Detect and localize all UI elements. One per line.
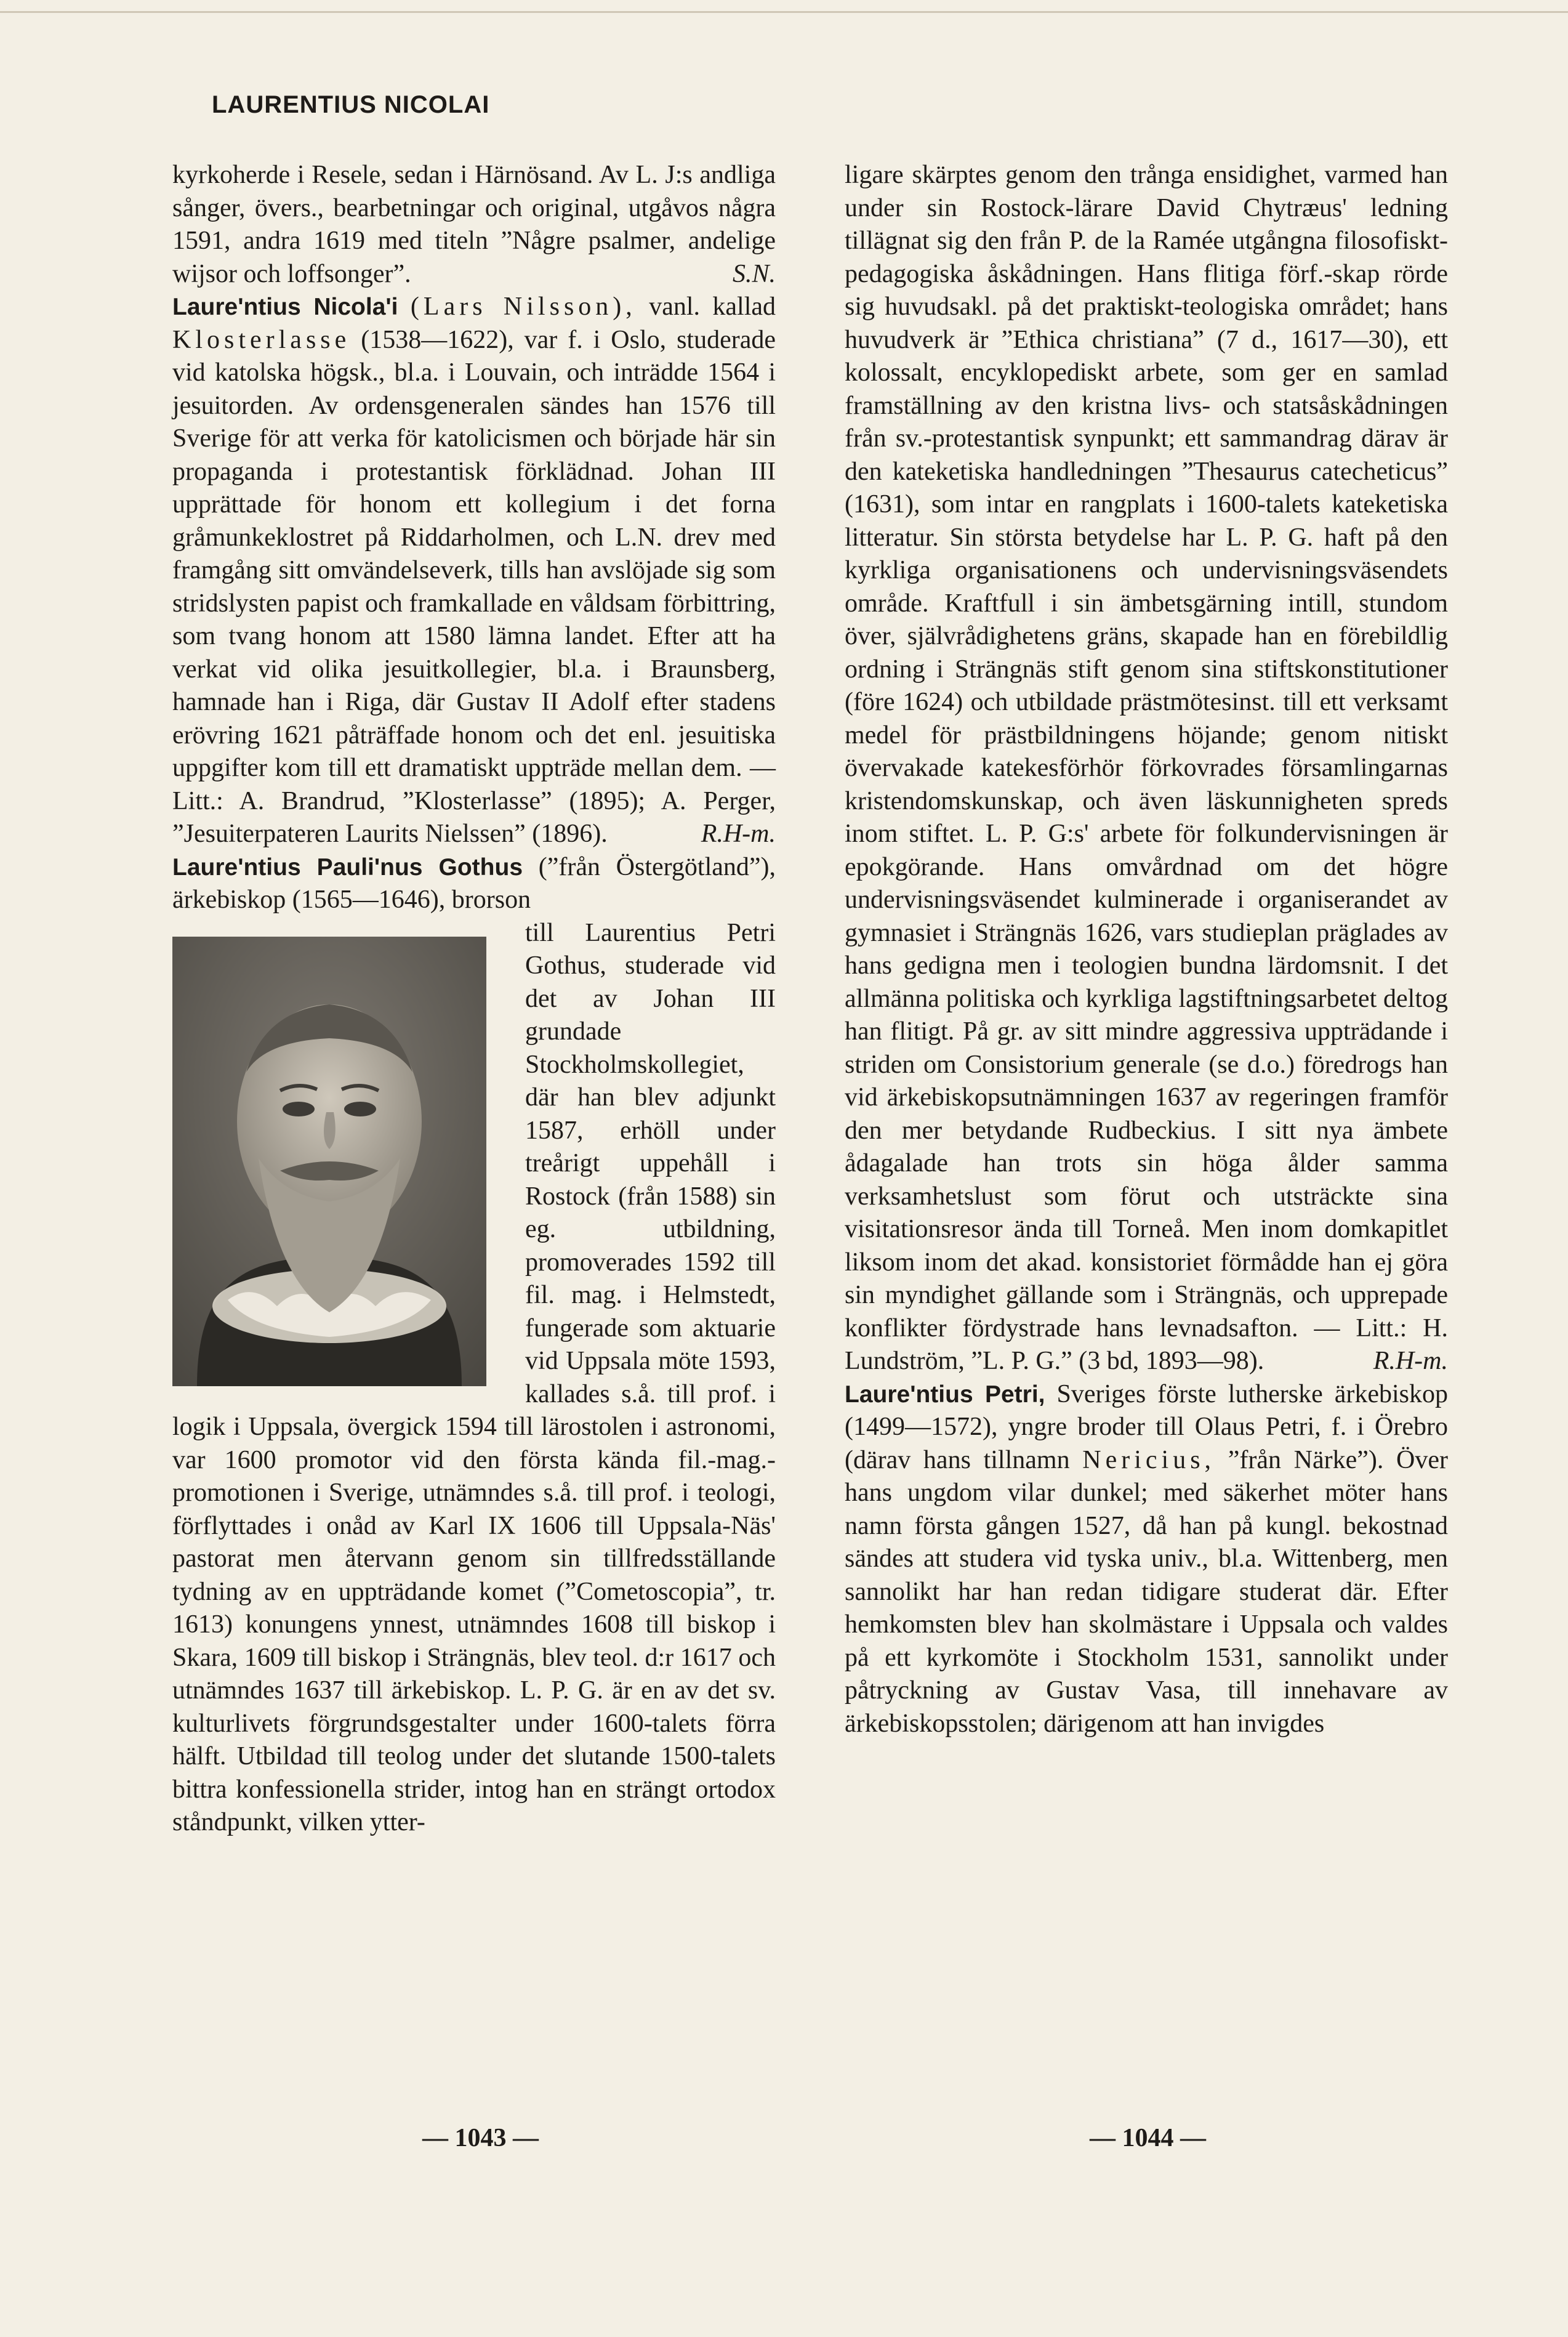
entry-text: ligare skärptes genom den trånga ensidighet, varmed han under sin Rostock-lärare David Chytræus' ledning tillägnat sig den från P. de la Ramée utgångna filosofiskt-pedagogiska åskådningen. Hans flitiga förf.-skap rörde sig huvudsakl. på det praktiskt-teologiska området; hans huvudverk är ”Ethica christiana” (7 d., 1617—30), ett kolossalt, encyklopediskt arbete, som ger en samlad framställning av den kristna livs- och statsåskådningen från sv.-protestantisk synpunkt; ett sammandrag därav är den kateketiska handledningen ”Thesaurus catecheticus” (1631), som intar en rangplats i 1600-talets kateketiska litteratur. Sin största betydelse har L. P. G. haft på den kyrkliga organisationens och undervisningsväsendets område. Kraftfull i sin ämbetsgärning intill, stundom över, självrådighetens gräns, skapade han en förebildlig ordning i Strängnäs stift genom sina stiftskonstitutioner (före 1624) och utbildade prästmötesinst. till ett verksamt medel för prästbildningens höjande; genom nitiskt övervakade katekesförhör förkovrades församlingarnas kristendomskunskap, och även läskunnigheten spreds inom stiftet. L. P. G:s' arbete för folkundervisningen är epokgörande. Hans omvårdnad om det högre undervisningsväsendet kulminerade i organiserandet av gymnasiet i Strängnäs 1626, vars studieplan präglades av hans gedigna men i teologien bundna lärdomsnit. I det allmänna politiska och kyrkliga lagstiftningsarbetet deltog han flitigt. På gr. av sitt mindre aggressiva uppträdande i striden om Consistorium generale (se d.o.) föredrogs han vid ärkebiskopsutnämningen 1637 av regeringen framför den mer betydande Rudbeckius. I sitt nya ämbete ådagalade han trots sin höga ålder samma verksamhetslust som förut och utsträckte sina visitationsresor ända till Torneå. Men inom domkapitlet liksom inom det akad. konsistoriet förmådde han ej göra sin myndighet gällande som i Strängnäs, och upprepade konflikter fördystrade hans levnadsafton. — Litt.: H. Lundström, ”L. P. G.” (3 bd, 1893—98). (845, 161, 1448, 1375)
paragraph (172, 159, 776, 291)
entry-text: ”från Närke”). Över hans ungdom vilar dunkel; med säkerhet möter hans namn första gången 1527, då han på kungl. bekostnad sändes att studera vid tyska univ., bl.a. Wittenberg, men sannolikt har han redan tidigare studerat där. Efter hemkomsten blev han skolmästare i Uppsala och valdes på ett kyrkomöte i Stockholm 1531, sannolikt under påtryckning av Gustav Vasa, till innehavare av ärkebiskopsstolen; därigenom att han invigdes (845, 1445, 1449, 1738)
entry-name: (Lars Nilsson), (410, 293, 637, 321)
author-signature: S.N. (732, 259, 776, 288)
entry-laurentius-paulinus-gothus (172, 851, 776, 917)
entry-text: (1538—1622), var f. i Oslo, studerade vid katolska högsk., bl.a. i Louvain, och inträdde 1564 i jesuitorden. Av ordensgeneralen sändes han 1576 till Sverige för att verka för katolicismen och började här sin propaganda i protestantisk förklädnad. Johan III upprättade för honom ett kollegium i det forna gråmunkeklostret på Riddarholmen, och L.N. drev med framgång sitt omvändelseverk, tills han avslöjade sig som stridslysten papist och framkallade en våldsam förbittring, som tvang honom att 1580 lämna landet. Efter att ha verkat vid olika jesuitkollegier, bl.a. i Braunsberg, hamnade han i Riga, där Gustav II Adolf efter stadens erövring 1621 påträffade honom och det enl. jesuitiska uppgifter kom till ett dramatiskt uppträde mellan dem. — Litt.: A. Brandrud, ”Klosterlasse” (1895); A. Perger, ”Jesuiterpateren Laurits Nielssen” (1896). (172, 325, 776, 848)
author-signature: R.H-m. (701, 820, 776, 848)
entry-laurentius-petri (845, 1378, 1448, 1741)
entry-text: (”från Östergötland”), ärkebiskop (1565—1646), brorson (172, 852, 776, 914)
entry-headword: Laure'ntius Nicola'i (172, 294, 398, 320)
entry-text: Sveriges förste lutherske ärkebiskop (1499—1572), yngre broder till Olaus Petri, f. i Örebro (därav hans tillnamn (845, 1379, 1449, 1474)
entry-text: till Laurentius Petri Gothus, studerade vid det av Johan III grundade Stockholmskollegiet, där han blev adjunkt 1587, erhöll under treårigt uppehåll i Rostock (från 1588) sin eg. utbildning, promoverades 1592 till fil. mag. i Helmstedt, fungerade som aktuarie vid Uppsala möte 1593, kallades s.å. till prof. i logik i Uppsala, övergick 1594 till lärostolen i astronomi, var 1600 promotor vid den första kända fil.-mag.-promotionen i Sverige, utnämndes s.å. till prof. i teologi, förflyttades i onåd av Karl IX 1606 till Uppsala-Näs' pastorat men återvann genom sin tillfredsställande tydning av en uppträdande komet (”Cometoscopia”, tr. 1613) konungens ynnest, utnämndes 1608 till biskop i Skara, 1609 till biskop i Strängnäs, blev teol. d:r 1617 och utnämndes 1637 till ärkebiskop. L. P. G. är en av det sv. kulturlivets förgrundsgestalter under 1600-talets förra hälft. Utbildad till teolog under det slutande 1500-talets bittra konfessionella strider, intog han en strängt ortodox ståndpunkt, vilken ytter- (172, 918, 776, 1836)
right-column (845, 159, 1448, 1740)
entry-text: vanl. kallad (649, 293, 776, 321)
portrait-figure (172, 930, 502, 1399)
portrait-illustration (172, 937, 486, 1386)
entry-headword: Laure'ntius Pauli'nus Gothus (172, 854, 523, 881)
entry-laurentius-nicolai (172, 291, 776, 851)
left-column (172, 159, 776, 1839)
entry-headword: Laure'ntius Petri, (845, 1381, 1045, 1408)
portrait-image (172, 937, 486, 1386)
paragraph (845, 159, 1448, 1378)
running-head: LAURENTIUS NICOLAI (212, 91, 490, 118)
page-number-left: — 1043 — (422, 2124, 539, 2152)
page-number-right: — 1044 — (1090, 2124, 1206, 2152)
entry-name: Klosterlasse (172, 325, 351, 354)
page-top-rule (0, 11, 1568, 13)
entry-text: kyrkoherde i Resele, sedan i Härnösand. Av L. J:s andliga sånger, övers., bearbetningar och original, utgåvos några 1591, andra 1619 med titeln ”Någre psalmer, andelige wijsor och loffsonger”. (172, 161, 776, 288)
author-signature: R.H-m. (1373, 1347, 1448, 1375)
entry-name: Nericius, (1082, 1445, 1216, 1474)
